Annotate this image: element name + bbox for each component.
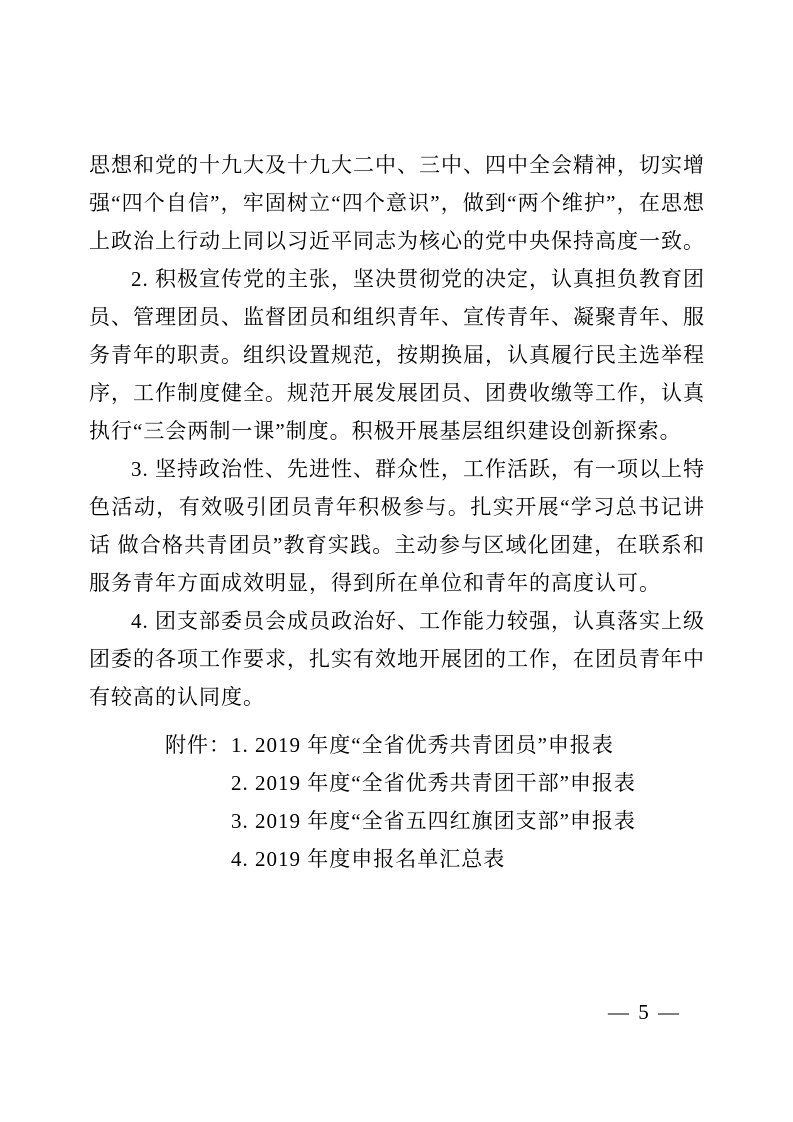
attachment-item-4: 4. 2019 年度申报名单汇总表	[231, 847, 506, 871]
paragraph-item-3: 3. 坚持政治性、先进性、群众性，工作活跃，有一项以上特色活动，有效吸引团员青年积极参与。扎实开展“学习总书记讲话 做合格共青团员”教育实践。主动参与区域化团建，在联系和服务青年方面成效明显，得到所在单位和青年的高度认可。	[89, 457, 705, 595]
attachment-item-2: 2. 2019 年度“全省优秀共青团干部”申报表	[231, 771, 636, 795]
attachments-label: 附件：	[165, 733, 231, 757]
paragraph-item-2: 2. 积极宣传党的主张，坚决贯彻党的决定，认真担负教育团员、管理团员、监督团员和组织青年、宣传青年、凝聚青年、服务青年的职责。组织设置规范，按期换届，认真履行民主选举程序，工作制度健全。规范开展发展团员、团费收缴等工作，认真执行“三会两制一课”制度。积极开展基层组织建设创新探索。	[89, 267, 705, 443]
page-number: — 5 —	[608, 1000, 681, 1024]
attachments-block	[89, 726, 705, 878]
attachment-item-3: 3. 2019 年度“全省五四红旗团支部”申报表	[231, 809, 636, 833]
attachments-list	[231, 726, 705, 878]
attachment-item-1: 1. 2019 年度“全省优秀共青团员”申报表	[231, 733, 614, 757]
body-text	[89, 146, 705, 878]
paragraph-continuation: 思想和党的十九大及十九大二中、三中、四中全会精神，切实增强“四个自信”，牢固树立“四个意识”，做到“两个维护”，在思想上政治上行动上同以习近平同志为核心的党中央保持高度一致。	[89, 153, 705, 253]
paragraph-item-4: 4. 团支部委员会成员政治好、工作能力较强，认真落实上级团委的各项工作要求，扎实有效地开展团的工作，在团员青年中有较高的认同度。	[89, 609, 705, 709]
